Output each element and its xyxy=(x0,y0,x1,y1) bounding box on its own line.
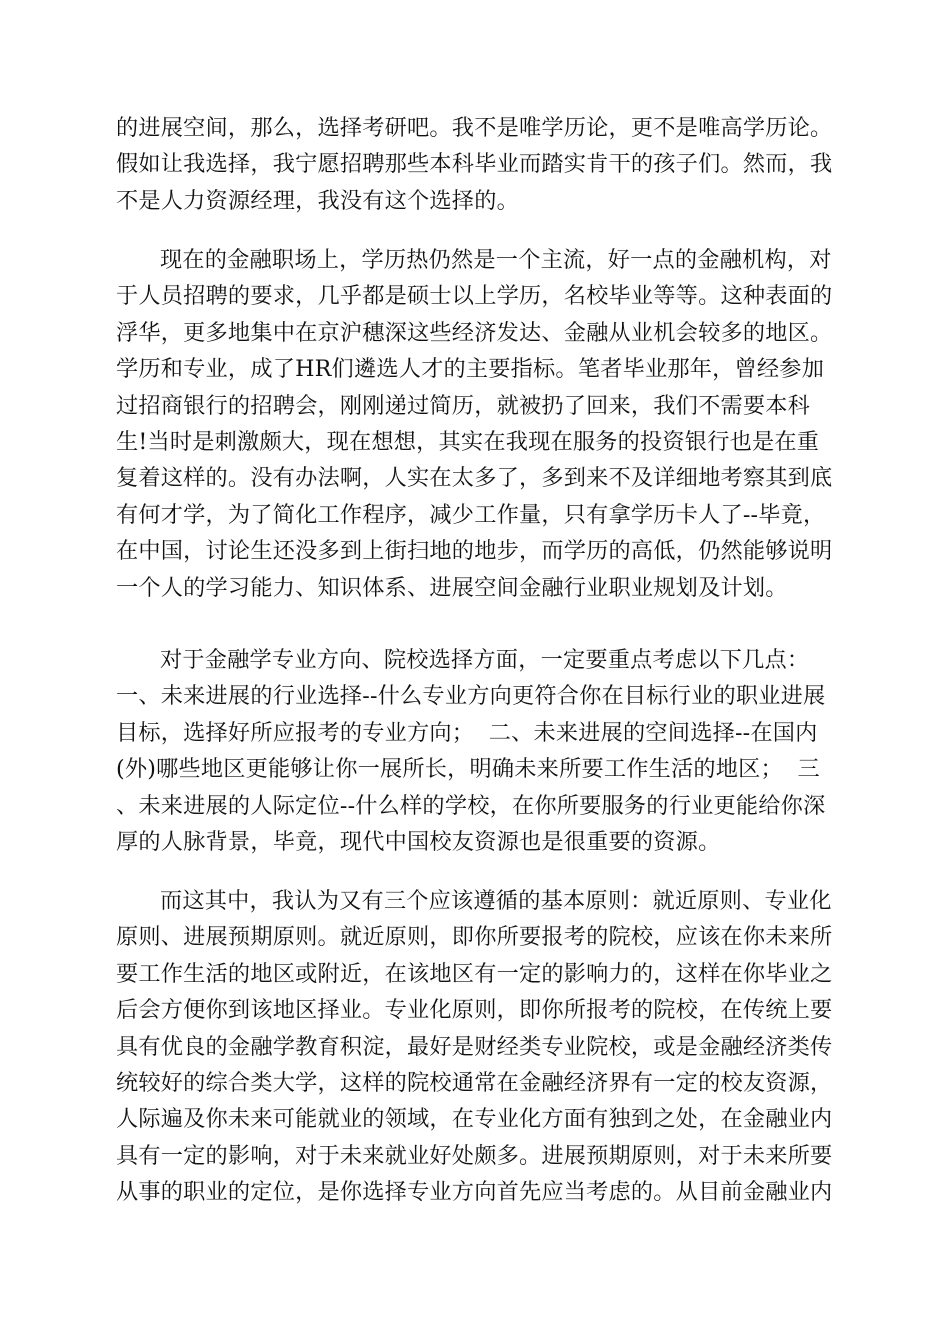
paragraph-line: 于人员招聘的要求，几乎都是硕士以上学历，名校毕业等等。这种表面的 xyxy=(116,283,833,310)
paragraph-line: 的进展空间，那么，选择考研吧。我不是唯学历论，更不是唯高学历论。 xyxy=(116,115,833,141)
paragraph-line: 原则、进展预期原则。就近原则，即你所要报考的院校，应该在你未来所 xyxy=(116,924,833,951)
paragraph-line: 过招商银行的招聘会，刚刚递过简历，就被扔了回来，我们不需要本科 xyxy=(116,392,811,419)
paragraph-line: 而这其中，我认为又有三个应该遵循的基本原则：就近原则、专业化 xyxy=(160,888,832,914)
paragraph-line: 、未来进展的人际定位--什么样的学校，在你所要服务的行业更能给你深 xyxy=(116,792,826,819)
paragraph-3 xyxy=(116,642,836,860)
paragraph-line: 从事的职业的定位，是你选择专业方向首先应当考虑的。从目前金融业内 xyxy=(116,1179,833,1206)
paragraph-2 xyxy=(116,242,836,606)
paragraph-line: 要工作生活的地区或附近，在该地区有一定的影响力的，这样在你毕业之 xyxy=(116,960,833,987)
paragraph-1 xyxy=(116,110,836,219)
paragraph-line: 学历和专业，成了HR们遴选人才的主要指标。笔者毕业那年，曾经参加 xyxy=(116,356,825,383)
paragraph-line: 厚的人脉背景，毕竟，现代中国校友资源也是很重要的资源。 xyxy=(116,828,721,855)
paragraph-4 xyxy=(116,883,836,1211)
paragraph-line: 具有优良的金融学教育积淀，最好是财经类专业院校，或是金融经济类传 xyxy=(116,1033,833,1060)
paragraph-line: 浮华，更多地集中在京沪穗深这些经济发达、金融从业机会较多的地区。 xyxy=(116,319,833,346)
paragraph-line: 一个人的学习能力、知识体系、进展空间金融行业职业规划及计划。 xyxy=(116,574,788,601)
paragraph-line: (外)哪些地区更能够让你一展所长，明确未来所要工作生活的地区； 三 xyxy=(116,756,820,783)
paragraph-line: 具有一定的影响，对于未来就业好处颇多。进展预期原则，对于未来所要 xyxy=(116,1142,833,1169)
paragraph-line: 统较好的综合类大学，这样的院校通常在金融经济界有一定的校友资源， xyxy=(116,1069,833,1096)
paragraph-line: 在中国，讨论生还没多到上街扫地的地步，而学历的高低，仍然能够说明 xyxy=(116,538,833,565)
paragraph-line: 不是人力资源经理，我没有这个选择的。 xyxy=(116,187,519,214)
paragraph-line: 现在的金融职场上，学历热仍然是一个主流，好一点的金融机构，对 xyxy=(160,247,832,273)
paragraph-line: 对于金融学专业方向、院校选择方面，一定要重点考虑以下几点： xyxy=(160,647,810,673)
paragraph-line: 后会方便你到该地区择业。专业化原则，即你所报考的院校，在传统上要 xyxy=(116,997,833,1024)
paragraph-line: 假如让我选择，我宁愿招聘那些本科毕业而踏实肯干的孩子们。然而，我 xyxy=(116,151,833,178)
paragraph-line: 复着这样的。没有办法啊，人实在太多了，多到来不及详细地考察其到底 xyxy=(116,465,833,492)
paragraph-line: 一、未来进展的行业选择--什么专业方向更符合你在目标行业的职业进展 xyxy=(116,683,826,710)
paragraph-line: 人际遍及你未来可能就业的领域，在专业化方面有独到之处，在金融业内 xyxy=(116,1106,833,1133)
paragraph-line: 目标，选择好所应报考的专业方向； 二、未来进展的空间选择--在国内 xyxy=(116,719,818,746)
paragraph-line: 有何才学，为了简化工作程序，减少工作量，只有拿学历卡人了--毕竟， xyxy=(116,501,826,528)
paragraph-line: 生!当时是刺激颇大，现在想想，其实在我现在服务的投资银行也是在重 xyxy=(116,428,820,455)
